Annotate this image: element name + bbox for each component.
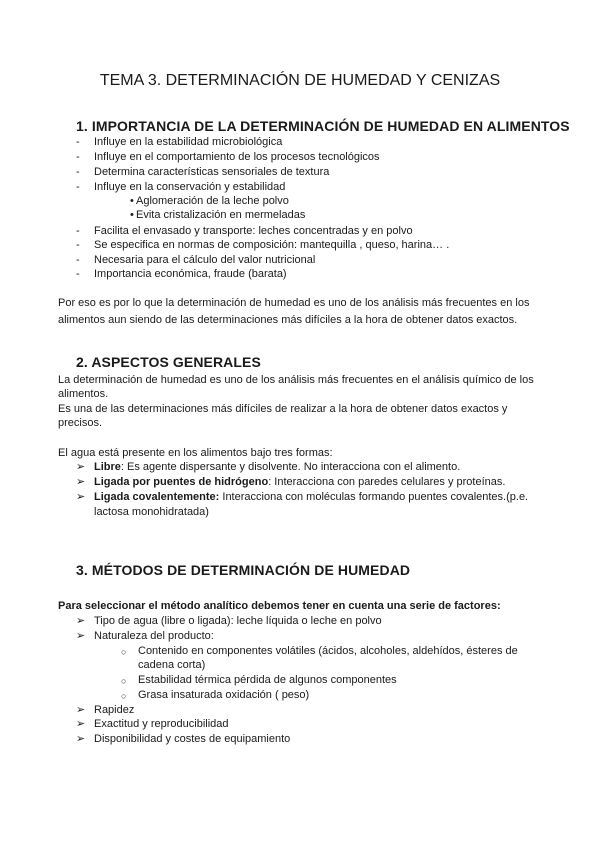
sub-factor-item: ○ Grasa insaturada oxidación ( peso): [138, 688, 309, 702]
section2-heading: 2. ASPECTOS GENERALES: [76, 354, 261, 370]
factor-item: ➢ Rapidez: [94, 703, 134, 717]
water-form-continuation: lactosa monohidratada): [94, 506, 209, 518]
water-form-label: Ligada por puentes de hidrógeno: [94, 476, 269, 488]
page-title: TEMA 3. DETERMINACIÓN DE HUMEDAD Y CENIZAS: [99, 72, 501, 89]
water-form-label: Ligada covalentemente:: [94, 491, 220, 503]
list-item: - Influye en la conservación y estabilidad: [94, 180, 285, 194]
paragraph-line: precisos.: [58, 417, 103, 429]
sub-factor-item: ○ Estabilidad térmica pérdida de algunos componentes: [138, 673, 397, 687]
section1-heading: 1. IMPORTANCIA DE LA DETERMINACIÓN DE HUMEDAD EN ALIMENTOS: [76, 118, 570, 134]
list-item: - Facilita el envasado y transporte: leches concentradas y en polvo: [94, 224, 413, 238]
water-form-text: : Es agente dispersante y disolvente. No interacciona con el alimento.: [120, 461, 461, 473]
sub-list-item: • Evita cristalización en mermeladas: [136, 208, 305, 222]
sub-factor-item: ○ Contenido en componentes volátiles (ácidos, alcoholes, aldehídos, ésteres de: [138, 644, 518, 658]
sub-list-item: • Aglomeración de la leche polvo: [136, 194, 289, 208]
list-item: - Se especifica en normas de composición: mantequilla , queso, harina… .: [94, 238, 449, 252]
water-form-text: Interacciona con moléculas formando puentes covalentes.(p.e.: [219, 491, 529, 503]
paragraph-line: alimentos aun siendo de las determinaciones más difíciles a la hora de obtener datos exactos.: [58, 314, 518, 326]
paragraph-line: alimentos.: [58, 388, 109, 400]
water-form-item: [94, 490, 528, 504]
factor-item: ➢ Tipo de agua (libre o ligada): leche líquida o leche en polvo: [94, 614, 382, 628]
sub-factor-continuation: cadena corta): [138, 659, 206, 671]
factor-item: ➢ Naturaleza del producto:: [94, 629, 214, 643]
list-item: - Determina características sensoriales de textura: [94, 165, 329, 179]
paragraph-line: La determinación de humedad es uno de los análisis más frecuentes en el análisis químico de los: [58, 374, 534, 386]
factor-item: ➢ Disponibilidad y costes de equipamiento: [94, 732, 290, 746]
section3-heading: 3. MÉTODOS DE DETERMINACIÓN DE HUMEDAD: [76, 562, 411, 578]
water-form-item: [94, 460, 460, 474]
paragraph-line: Es una de las determinaciones más difíciles de realizar a la hora de obtener datos exactos y: [58, 403, 508, 415]
list-item: - Importancia económica, fraude (barata): [94, 267, 287, 281]
factors-intro: Para seleccionar el método analítico debemos tener en cuenta una serie de factores:: [58, 600, 501, 612]
factor-item: ➢ Exactitud y reproducibilidad: [94, 717, 229, 731]
water-form-item: [94, 475, 505, 489]
water-form-text: : Interacciona con paredes celulares y proteínas.: [268, 476, 506, 488]
list-item: - Influye en la estabilidad microbiológica: [94, 135, 282, 149]
water-form-label: Libre: [94, 461, 121, 473]
list-item: - Influye en el comportamiento de los procesos tecnológicos: [94, 150, 380, 164]
list-item: - Necesaria para el cálculo del valor nutricional: [94, 253, 315, 267]
paragraph-line: Por eso es por lo que la determinación de humedad es uno de los análisis más frecuentes en los: [58, 297, 530, 309]
paragraph-line: El agua está presente en los alimentos bajo tres formas:: [58, 447, 333, 459]
